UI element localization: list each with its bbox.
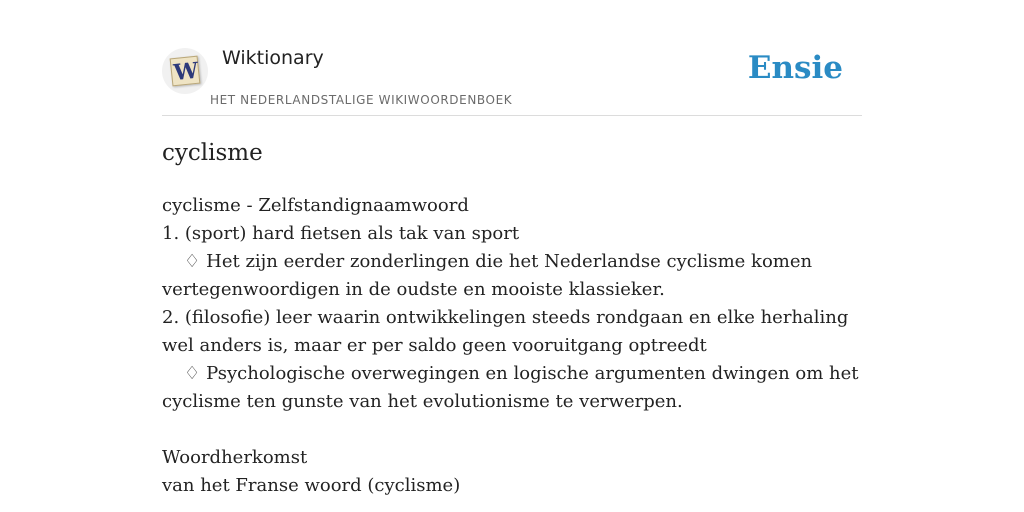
- example-marker-icon: ♢: [184, 363, 201, 384]
- ensie-brand-link[interactable]: Ensie: [747, 50, 843, 86]
- example-1-text: Het zijn eerder zonderlingen die het Nederlandse cyclisme komen vertegenwoordigen in de oudste en mooiste klassieker.: [162, 251, 813, 300]
- example-2: [162, 360, 862, 416]
- example-2-text: Psychologische overwegingen en logische argumenten dwingen om het cyclisme ten gunste van het evolutionisme te verwerpen.: [162, 363, 859, 412]
- part-of-speech-line: cyclisme - Zelfstandignaamwoord: [162, 195, 469, 216]
- example-1: [162, 248, 862, 304]
- entry-content: [162, 192, 862, 500]
- site-name[interactable]: Wiktionary: [222, 47, 324, 69]
- etymology-heading: Woordherkomst: [162, 447, 308, 468]
- logo-letter: W: [172, 57, 200, 87]
- wiktionary-logo[interactable]: [162, 48, 208, 94]
- entry-title: cyclisme: [162, 140, 263, 166]
- site-tagline: HET NEDERLANDSTALIGE WIKIWOORDENBOEK: [210, 93, 513, 107]
- definition-2: 2. (filosofie) leer waarin ontwikkelingen steeds rondgaan en elke herhaling wel anders is, maar er per saldo geen vooruitgang optreedt: [162, 307, 849, 356]
- example-marker-icon: ♢: [184, 251, 201, 272]
- spacer: [162, 416, 862, 444]
- site-header: [162, 44, 862, 116]
- definition-1: 1. (sport) hard fietsen als tak van sport: [162, 223, 520, 244]
- logo-tile-icon: [170, 56, 201, 87]
- etymology-text: van het Franse woord (cyclisme): [162, 475, 461, 496]
